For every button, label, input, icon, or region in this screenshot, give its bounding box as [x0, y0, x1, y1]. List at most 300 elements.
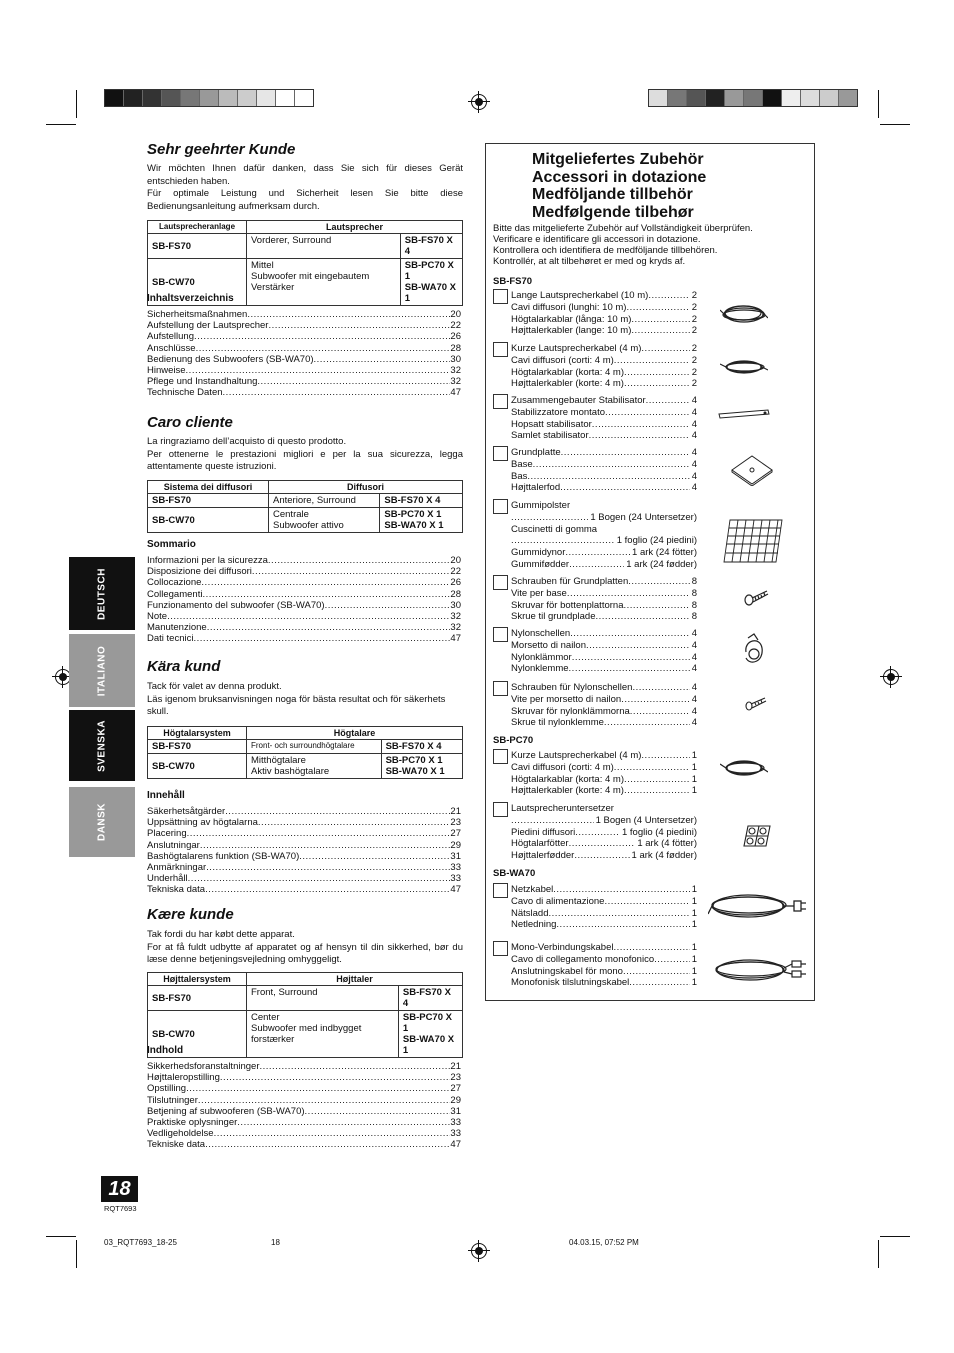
toc-row [147, 589, 461, 600]
accessory-quantity: 1 [691, 761, 697, 773]
accessory-line [511, 706, 697, 718]
toc-row [147, 354, 461, 365]
toc-entry: Sikkerhedsforanstaltninger [147, 1061, 260, 1072]
leader-dots [223, 387, 451, 398]
accessory-quantity: 4 [691, 418, 697, 430]
accessory-quantity: 1 foglio (4 piedini) [622, 826, 697, 838]
registration-mark-icon [883, 669, 899, 685]
leader-dots [556, 919, 689, 931]
toc-row [147, 622, 461, 633]
accessory-line [511, 908, 697, 920]
toc-row [147, 817, 461, 828]
accessory-line [511, 785, 697, 797]
accessory-line [511, 547, 697, 559]
accessory-item [511, 803, 697, 862]
accessory-quantity: 1 [691, 942, 697, 953]
accessory-line [511, 838, 697, 850]
accessory-name: Netledning [511, 919, 557, 931]
leader-dots [641, 750, 689, 762]
accessory-line [511, 774, 697, 786]
leader-dots [206, 862, 450, 873]
leader-dots [621, 694, 690, 706]
tab-deutsch[interactable]: DEUTSCH [69, 557, 135, 630]
toc-row [147, 1083, 461, 1094]
leader-dots [259, 1061, 450, 1072]
toc-page: 26 [450, 577, 461, 589]
speaker-table: Högtalarsystem Högtalare SB-FS70 Front- och surroundhögtalare SB-FS70 X 4 SB-CW70 Mitthögtalare Aktiv bashögtalare SB-PC70 X 1 SB-WA70 X 1 [147, 726, 463, 779]
toc-entry: Note [147, 611, 168, 623]
accessory-line [511, 750, 697, 762]
accessory-quantity: 4 [691, 482, 697, 494]
accessory-line [511, 682, 697, 694]
toc-entry: Vedligeholdelse [147, 1128, 214, 1140]
accessory-line [511, 954, 697, 966]
toc-page: 33 [450, 862, 461, 874]
leader-dots [193, 633, 450, 644]
accessory-quantity: 8 [691, 611, 697, 623]
accessory-line [511, 302, 697, 314]
toc-row [147, 862, 461, 873]
accessory-name: Stabilizzatore montato [511, 406, 605, 418]
toc-entry: Tekniska data [147, 884, 206, 896]
accessory-name: Piedini diffusori [511, 826, 576, 838]
accessory-line [511, 576, 697, 588]
leader-dots [604, 717, 690, 729]
accessory-name: Lautsprecheruntersetzer [511, 803, 614, 814]
accessory-quantity: 1 [691, 953, 697, 965]
toc-entry: Bashögtalarens funktion (SB-WA70) [147, 850, 300, 862]
toc-row [147, 851, 461, 862]
accessory-line [511, 919, 697, 931]
leader-dots [268, 320, 450, 331]
accessory-quantity: 1 [691, 895, 697, 907]
toc-row [147, 873, 461, 884]
toc-page: 32 [450, 611, 461, 623]
accessory-name: Højttalerkabler (korte: 4 m) [511, 378, 624, 390]
toc [147, 309, 461, 399]
leader-dots [205, 884, 450, 895]
accessory-quantity: 1 [691, 750, 697, 761]
accessory-line [511, 762, 697, 774]
toc-row [147, 1128, 461, 1139]
accessories-title: Mitgeliefertes Zubehör Accessori in dotazione Medföljande tillbehör Medfølgende tilbehør [532, 151, 707, 221]
leader-dots [630, 706, 690, 718]
accessory-line [511, 640, 697, 652]
leader-dots [268, 555, 451, 566]
document-code: RQT7693 [104, 1204, 137, 1213]
toc-entry: Anschlüsse [147, 342, 196, 354]
toc [147, 806, 461, 896]
model-label: SB-WA70 [493, 868, 536, 879]
accessory-line [511, 942, 697, 954]
accessory-line [511, 325, 697, 337]
leader-dots [214, 1128, 451, 1139]
accessory-quantity: 8 [691, 576, 697, 587]
leader-dots [186, 365, 451, 376]
toc-title: Inhaltsverzeichnis [147, 293, 234, 304]
leader-dots [614, 355, 690, 367]
footer-file: 03_RQT7693_18-25 [104, 1238, 177, 1247]
tab-svenska[interactable]: SVENSKA [69, 710, 135, 781]
leader-dots [654, 954, 690, 966]
accessory-quantity: 4 [691, 651, 697, 663]
leader-dots [167, 611, 450, 622]
accessory-quantity: 2 [691, 290, 697, 301]
checkbox[interactable] [493, 681, 508, 696]
accessory-name: Skrue til nylonklemme [511, 717, 604, 729]
leader-dots [586, 640, 690, 652]
toc-row [147, 1117, 461, 1128]
accessory-line [511, 966, 697, 978]
accessory-item [511, 576, 697, 623]
toc-entry: Betjening af subwooferen (SB-WA70) [147, 1105, 305, 1117]
toc-entry: Disposizione dei diffusori [147, 566, 252, 578]
leader-dots [631, 314, 689, 326]
accessory-quantity: 4 [691, 693, 697, 705]
accessory-line [511, 628, 697, 640]
accessory-name: Højttalerkabler (korte: 4 m) [511, 785, 624, 797]
accessory-line [511, 600, 697, 612]
accessory-quantity: 4 [691, 470, 697, 482]
model-label: SB-PC70 [493, 735, 534, 746]
tab-italiano[interactable]: ITALIANO [69, 634, 135, 707]
leader-dots [305, 1106, 451, 1117]
accessory-quantity: 1 Bogen (4 Untersetzer) [595, 814, 697, 826]
checkbox[interactable] [493, 394, 508, 409]
toc-entry: Technische Daten [147, 387, 223, 399]
toc-entry: Manutenzione [147, 622, 207, 634]
accessory-quantity: 1 ark (4 fötter) [637, 838, 697, 850]
tab-dansk[interactable]: DANSK [69, 787, 135, 857]
leader-dots [624, 367, 690, 379]
page-number: 18 [101, 1176, 138, 1202]
accessory-name: Högtalarkablar (korta: 4 m) [511, 773, 624, 785]
model-label: SB-FS70 [493, 276, 533, 287]
leader-dots [596, 611, 690, 623]
leader-dots [257, 376, 450, 387]
toc-page: 32 [450, 622, 461, 634]
accessory-name: Højttalerfødder [511, 850, 575, 862]
accessory-line [511, 524, 697, 536]
leader-dots [626, 302, 689, 314]
accessory-quantity: 4 [691, 682, 697, 693]
leader-dots [196, 343, 451, 354]
accessory-name: Base [511, 458, 533, 470]
accessory-name: Nylonklemme [511, 663, 569, 675]
accessory-item [511, 628, 697, 675]
checkbox[interactable] [493, 446, 508, 461]
accessory-name: Hopsatt stabilisator [511, 418, 592, 430]
toc-entry: Hinweise [147, 365, 186, 377]
toc-title: Sommario [147, 539, 196, 550]
toc-page: 31 [450, 850, 461, 862]
accessory-line [511, 652, 697, 664]
base-screw-icon [742, 586, 770, 608]
accessory-name: Nylonklämmor [511, 651, 572, 663]
toc-row [147, 1061, 461, 1072]
accessory-item [511, 500, 697, 571]
leader-dots [569, 559, 624, 571]
checkbox[interactable] [493, 627, 508, 642]
toc-row [147, 611, 461, 622]
toc-entry: Praktiske oplysninger [147, 1117, 238, 1129]
accessory-quantity: 1 [691, 919, 697, 931]
leader-dots [574, 850, 629, 862]
toc-entry: Tekniske data [147, 1139, 206, 1151]
accessory-name: Skrue til grundplade [511, 611, 596, 623]
leader-dots [511, 535, 615, 547]
power-cord-icon [708, 886, 806, 922]
accessory-line [511, 827, 697, 839]
accessory-quantity: 2 [691, 378, 697, 390]
leader-dots [194, 331, 450, 342]
accessory-quantity: 1 ark (4 fødder) [631, 850, 697, 862]
accessory-name: Schrauben für Grundplatten [511, 576, 629, 587]
toc-entry: Collegamenti [147, 588, 203, 600]
leader-dots [207, 622, 451, 633]
accessory-name: Cavi diffusori (corti: 4 m) [511, 761, 614, 773]
accessory-quantity: 4 [691, 663, 697, 675]
accessory-quantity: 2 [691, 301, 697, 313]
toc-row [147, 884, 461, 895]
accessory-line [511, 447, 697, 459]
accessory-quantity: 2 [691, 343, 697, 354]
accessory-quantity: 1 foglio (24 piedini) [616, 535, 697, 547]
leader-dots [187, 828, 451, 839]
toc-page: 33 [450, 1128, 461, 1140]
accessory-item [511, 395, 697, 442]
accessory-item [511, 884, 697, 931]
leader-dots [646, 395, 690, 407]
toc-row [147, 1095, 461, 1106]
leader-dots [569, 663, 690, 675]
toc-entry: Uppsättning av högtalarna [147, 817, 258, 829]
toc-row [147, 566, 461, 577]
leader-dots [624, 774, 690, 786]
accessory-name: Kurze Lautsprecherkabel (4 m) [511, 343, 642, 354]
heading: Caro cliente [147, 414, 233, 431]
toc-row [147, 840, 461, 851]
leader-dots [567, 588, 690, 600]
accessory-item [511, 343, 697, 390]
accessory-quantity: 4 [691, 406, 697, 418]
intro: Tak fordi du har købt dette apparat. For at få fuldt udbytte af apparatet og af hensyn til din sikkerhed, bør du læse denne betjeningsvejledning omhyggeligt. [147, 929, 463, 966]
leader-dots [565, 547, 630, 559]
accessory-name: Cuscinetti di gomma [511, 523, 598, 535]
accessory-quantity: 1 Bogen (24 Untersetzer) [590, 511, 697, 523]
accessory-name: Högtalarkablar (korta: 4 m) [511, 366, 624, 378]
accessory-item [511, 942, 697, 989]
accessory-name: Nylonschellen [511, 628, 571, 639]
toc-row [147, 1106, 461, 1117]
speaker-table: Sistema dei diffusori Diffusori SB-FS70 Anteriore, Surround SB-FS70 X 4 SB-CW70 Centrale Subwoofer attivo SB-PC70 X 1 SB-WA70 X 1 [147, 480, 463, 533]
accessory-name: Monofonisk tilslutningskabel [511, 977, 630, 989]
toc-page: 29 [450, 839, 461, 851]
accessory-item [511, 750, 697, 797]
accessory-quantity: 2 [691, 366, 697, 378]
checkbox[interactable] [493, 802, 508, 817]
speaker-pads-icon [742, 824, 772, 848]
checkbox[interactable] [493, 289, 508, 304]
leader-dots [252, 566, 451, 577]
accessory-line [511, 815, 697, 827]
accessory-name: Skruvar för nylonklämmorna [511, 705, 630, 717]
toc-page: 30 [450, 353, 461, 365]
toc-page: 22 [450, 320, 461, 332]
accessory-line [511, 850, 697, 862]
accessory-line [511, 977, 697, 989]
toc [147, 555, 461, 645]
accessory-name: Högtalarfötter [511, 838, 569, 850]
accessory-quantity: 4 [691, 395, 697, 406]
leader-dots [314, 354, 451, 365]
accessory-line [511, 611, 697, 623]
leader-dots [632, 682, 689, 694]
leader-dots [572, 652, 690, 664]
leader-dots [202, 589, 450, 600]
toc-entry: Anmärkningar [147, 862, 207, 874]
accessory-line [511, 896, 697, 908]
leader-dots [200, 840, 451, 851]
toc-page: 29 [450, 1094, 461, 1106]
toc-row [147, 343, 461, 354]
checkbox[interactable] [493, 883, 508, 898]
leader-dots [623, 966, 690, 978]
speaker-table: Højttalersystem Højttaler SB-FS70 Front, Surround SB-FS70 X 4 SB-CW70 Center Subwoofer med indbygget forstærker SB-PC70 X 1 SB-WA70 X 1 [147, 972, 463, 1058]
toc-page: 21 [450, 806, 461, 817]
accessory-name: Lange Lautsprecherkabel (10 m) [511, 290, 649, 301]
accessory-quantity: 2 [691, 354, 697, 366]
accessory-name: Netzkabel [511, 884, 554, 895]
toc-page: 47 [450, 1139, 461, 1151]
accessory-line [511, 395, 697, 407]
accessory-quantity: 4 [691, 628, 697, 639]
toc-entry: Aufstellung [147, 331, 195, 343]
accessory-name: Nätsladd [511, 907, 549, 919]
accessory-quantity: 4 [691, 430, 697, 442]
toc-entry: Tilslutninger [147, 1094, 198, 1106]
accessory-name: Cavi diffusori (corti: 4 m) [511, 354, 614, 366]
accessory-name: Zusammengebauter Stabilisator [511, 395, 646, 406]
checkbox[interactable] [493, 941, 508, 956]
accessory-quantity: 4 [691, 705, 697, 717]
leader-dots [205, 1139, 450, 1150]
footer-date: 04.03.15, 07:52 PM [569, 1238, 639, 1247]
accessory-name: Schrauben für Nylonschellen [511, 682, 633, 693]
checkbox[interactable] [493, 749, 508, 764]
toc-page: 22 [450, 566, 461, 578]
nylon-clamp-icon [740, 632, 768, 670]
accessory-quantity: 2 [691, 325, 697, 337]
accessory-line [511, 588, 697, 600]
leader-dots [220, 1072, 451, 1083]
leader-dots [511, 512, 588, 524]
toc-row [147, 806, 461, 817]
accessory-name: Skruvar för bottenplattorna [511, 599, 624, 611]
toc-entry: Collocazione [147, 577, 202, 589]
toc-entry: Sicherheitsmaßnahmen [147, 309, 248, 320]
accessory-line [511, 430, 697, 442]
checkbox[interactable] [493, 575, 508, 590]
accessory-name: Vite per morsetto di nailon [511, 693, 622, 705]
leader-dots [589, 430, 690, 442]
leader-dots [527, 471, 689, 483]
short-speaker-cable-icon [720, 756, 768, 780]
toc-page: 32 [450, 376, 461, 388]
accessory-item [511, 447, 697, 494]
accessory-line [511, 407, 697, 419]
rubber-pads-icon [722, 518, 784, 564]
leader-dots [624, 378, 690, 390]
accessory-line [511, 343, 697, 355]
toc-title: Innehåll [147, 790, 185, 801]
leader-dots [533, 459, 690, 471]
toc-row [147, 320, 461, 331]
accessory-line [511, 459, 697, 471]
toc-page: 28 [450, 342, 461, 354]
leader-dots [629, 977, 689, 989]
checkbox[interactable] [493, 342, 508, 357]
leader-dots [560, 482, 690, 494]
accessory-line [511, 500, 697, 512]
leader-dots [188, 873, 451, 884]
toc-entry: Aufstellung der Lautsprecher [147, 320, 269, 332]
clamp-screw-icon [744, 694, 768, 712]
toc-page: 30 [450, 599, 461, 611]
accessory-item [511, 290, 697, 337]
leader-dots [186, 1083, 450, 1094]
leader-dots [592, 419, 690, 431]
toc-row [147, 633, 461, 644]
leader-dots [549, 908, 690, 920]
toc-entry: Pflege und Instandhaltung [147, 376, 258, 388]
toc-page: 32 [450, 365, 461, 377]
accessory-name: Gummidynor [511, 547, 566, 559]
accessory-name: Grundplatte [511, 447, 561, 458]
registration-mark-icon [471, 94, 487, 110]
leader-dots [569, 838, 636, 850]
accessory-quantity: 1 ark (24 fötter) [632, 547, 697, 559]
accessory-quantity: 1 ark (24 fødder) [626, 558, 697, 570]
accessory-line [511, 559, 697, 571]
accessory-quantity: 1 [691, 785, 697, 797]
accessory-name: Vite per base [511, 587, 567, 599]
accessory-line [511, 471, 697, 483]
accessory-name: Cavo di alimentazione [511, 895, 605, 907]
accessory-line [511, 290, 697, 302]
toc-entry: Säkerhetsåtgärder [147, 806, 226, 817]
toc-entry: Funzionamento del subwoofer (SB-WA70) [147, 599, 325, 611]
accessory-name: Mono-Verbindungskabel [511, 942, 614, 953]
accessories-intro: Bitte das mitgelieferte Zubehör auf Vollständigkeit überprüfen. Verificare e identificare gli accessori in dotazione. Kontrollera och identifiera de medföljande tillbehören. Kontrollér, at alt tilbehøret er med og kryds af. [493, 223, 753, 267]
registration-mark-icon [471, 1243, 487, 1259]
toc-page: 23 [450, 1072, 461, 1084]
toc-page: 28 [450, 588, 461, 600]
accessory-quantity: 4 [691, 458, 697, 470]
toc-row [147, 577, 461, 588]
checkbox[interactable] [493, 499, 508, 514]
toc-page: 20 [450, 309, 461, 320]
accessory-quantity: 4 [691, 447, 697, 458]
toc-row [147, 309, 461, 320]
leader-dots [325, 600, 451, 611]
toc-page: 20 [450, 555, 461, 566]
toc-entry: Dati tecnici [147, 633, 194, 645]
accessory-line [511, 717, 697, 729]
accessory-name: Højttalerkabler (lange: 10 m) [511, 325, 632, 337]
toc-row [147, 331, 461, 342]
leader-dots [605, 407, 690, 419]
